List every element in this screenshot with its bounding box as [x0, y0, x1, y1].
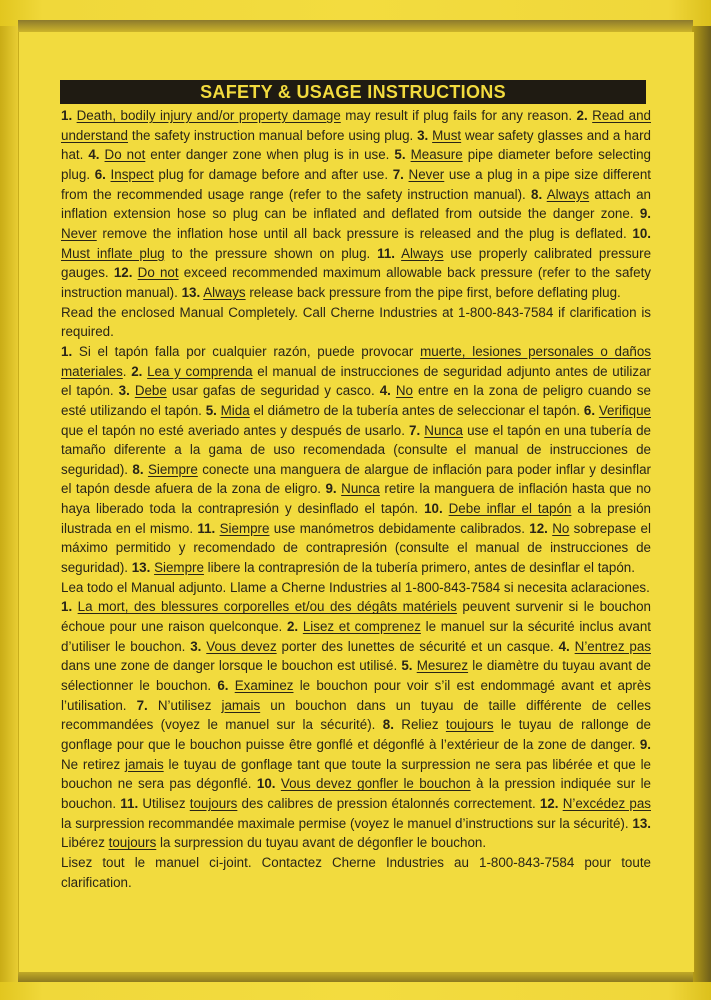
french-item-text: dans une zone de danger lorsque le bouchon est utilisé. — [61, 658, 402, 674]
spanish-item-emphasis: Verifique — [598, 402, 651, 418]
english-instructions — [61, 106, 651, 303]
english-item-emphasis: Always — [401, 245, 444, 261]
box-left-edge — [0, 26, 18, 982]
french-item-number: 12. — [539, 795, 559, 811]
english-item-text: pipe diameter before selecting plug. — [61, 147, 651, 182]
french-item-number: 5. — [401, 658, 413, 674]
english-item-number: 10. — [632, 225, 651, 241]
english-item-number: 7. — [392, 166, 404, 182]
spanish-item-emphasis: Siempre — [219, 520, 270, 536]
english-item-number: 9. — [639, 206, 651, 222]
english-item-emphasis: Inspect — [110, 166, 154, 182]
french-item-emphasis: La mort, des blessures corporelles et/ou des dégâts matériels — [77, 599, 457, 615]
french-item-text: le tuyau de gonflage tant que toute la surpression ne sera pas libérée et que le bouchon ne sera pas dégonflé. — [61, 756, 651, 792]
french-item-text: le manuel sur la sécurité inclus avant d’utiliser le bouchon. — [61, 619, 652, 654]
spanish-item-number: 11. — [197, 520, 216, 536]
french-item-number: 11. — [120, 795, 139, 811]
spanish-item-number: 9. — [325, 481, 337, 497]
english-item-emphasis: Must inflate plug — [61, 245, 165, 261]
spanish-item-text: entre en la zona de peligro cuando se esté utilizando el tapón. — [61, 383, 651, 418]
french-item-text: le bouchon pour voir s’il est endommagé avant et après l’utilisation. — [61, 678, 651, 713]
english-item-emphasis: Do not — [104, 147, 146, 163]
english-item-text: wear safety glasses and a hard hat. — [61, 127, 651, 163]
spanish-item-emphasis: Lea y comprenda — [147, 363, 253, 379]
english-item-text: release back pressure from the pipe first, before deflating plug. — [245, 284, 621, 300]
french-item-lead: Reliez — [393, 717, 446, 733]
spanish-item-number: 4. — [379, 383, 391, 399]
french-item-lead: N’utilisez — [147, 697, 222, 713]
spanish-item-text: el diámetro de la tubería antes de seleccionar el tapón. — [249, 402, 584, 418]
english-item-text: plug for damage before and after use. — [153, 166, 393, 182]
english-item-text: remove the inflation hose until all back pressure is released and the plug is deflated. — [96, 225, 633, 241]
english-item-emphasis: Never — [408, 166, 445, 182]
english-item-emphasis: Measure — [410, 147, 463, 163]
french-item-emphasis: Mesurez — [416, 658, 469, 674]
spanish-item-emphasis: No — [395, 383, 413, 399]
french-item-text: porter des lunettes de sécurité et un casque. — [276, 638, 559, 654]
english-item-text: exceed recommended maximum allowable back pressure (refer to the safety instruction manual). — [61, 265, 651, 300]
spanish-item-text: conecte una manguera de alargue de inflación para poder inflar y desinflar el tapón desde afuera de la zona de eligro. — [61, 461, 651, 497]
english-item-emphasis: Always — [546, 186, 590, 202]
spanish-item-text: que el tapón no esté averiado antes y después de usarlo. — [61, 422, 410, 438]
english-item-text: the safety instruction manual before using plug. — [128, 127, 418, 143]
spanish-item-text: retire la manguera de inflación hasta que no haya liberado toda la contrapresión y desinflado el tapón. — [61, 481, 652, 517]
french-item-emphasis: Vous devez — [206, 638, 277, 654]
spanish-item-emphasis: Siempre — [154, 560, 204, 576]
english-item-text: to the pressure shown on plug. — [164, 245, 378, 261]
english-item-number: 12. — [113, 265, 133, 281]
spanish-item-text: use manómetros debidamente calibrados. — [269, 520, 530, 536]
english-footer: Read the enclosed Manual Completely. Call Cherne Industries at 1-800-843-7584 if clarification is required. — [61, 304, 651, 340]
french-item-emphasis: N’excédez pas — [562, 795, 651, 811]
french-item-text: un bouchon dans un tuyau de taille différente de celles recommandées (voyez le manuel sur la sécurité). — [61, 697, 651, 733]
spanish-item-emphasis: No — [552, 520, 570, 536]
french-instructions — [61, 597, 651, 853]
english-item-number: 2. — [576, 108, 588, 123]
english-item-emphasis: Read and understand — [61, 108, 651, 143]
english-item-number: 3. — [417, 127, 429, 143]
english-item-number: 11. — [377, 245, 396, 261]
english-item-text: use a plug in a pipe size different from the recommended usage range (refer to the safety instruction manual). — [61, 166, 651, 202]
french-item-lead: Ne retirez — [61, 756, 125, 772]
spanish-item-emphasis: Nunca — [341, 481, 380, 497]
spanish-item-text: use el tapón en una tubería de tamaño diferente a la gama de uso recomendada (consulte el manual de instrucciones de seguridad). — [61, 422, 651, 477]
french-item-emphasis: jamais — [221, 697, 261, 713]
title-banner — [60, 80, 646, 104]
french-item-emphasis: N’entrez pas — [574, 638, 651, 654]
spanish-item-number: 2. — [131, 363, 143, 379]
french-item-emphasis: Lisez et comprenez — [302, 619, 421, 635]
french-item-number: 6. — [217, 678, 229, 694]
french-item-emphasis: toujours — [445, 717, 494, 733]
french-item-text: peuvent survenir si le bouchon échoue pour une raison quelconque. — [61, 599, 651, 635]
spanish-item-emphasis: Debe — [134, 383, 167, 399]
french-item-number: 7. — [136, 697, 148, 713]
spanish-item-emphasis: Siempre — [147, 461, 198, 477]
french-item-number: 8. — [382, 717, 394, 733]
french-item-number: 3. — [190, 638, 202, 654]
french-item-number: 10. — [256, 776, 276, 792]
english-item-emphasis: Always — [203, 284, 246, 300]
english-item-text: enter danger zone when plug is in use. — [145, 147, 395, 163]
page-title: SAFETY & USAGE INSTRUCTIONS — [200, 81, 506, 102]
french-item-emphasis: jamais — [124, 756, 164, 772]
french-item-number: 13. — [632, 815, 651, 831]
french-item-emphasis: Vous devez gonfler le bouchon — [280, 776, 471, 792]
english-item-number: 6. — [94, 166, 106, 182]
french-item-emphasis: Examinez — [234, 678, 294, 694]
spanish-item-number: 10. — [424, 501, 443, 517]
french-item-number: 1. — [61, 599, 73, 615]
french-item-text: le diamètre du tuyau avant de sélectionner le bouchon. — [61, 658, 651, 694]
english-item-number: 13. — [181, 284, 201, 300]
french-footer: Lisez tout le manuel ci-joint. Contactez Cherne Industries au 1-800-843-7584 pour toute clarification. — [61, 854, 651, 890]
french-item-text: des calibres de pression étalonnés correctement. — [237, 795, 540, 811]
french-item-text: la surpression recommandée maximale permise (voyez le manuel d’instructions sur la sécurité). — [61, 815, 633, 831]
spanish-item-text: sobrepase el máximo permitido y recomendado de contrapresión (consulte el manual de instrucciones de seguridad). — [61, 520, 651, 576]
english-item-emphasis: Never — [61, 225, 97, 241]
english-item-emphasis: Must — [432, 127, 462, 143]
french-item-lead: Utilisez — [138, 795, 190, 811]
english-item-emphasis: Do not — [137, 265, 179, 281]
french-item-number: 4. — [558, 638, 570, 654]
french-item-emphasis: toujours — [108, 835, 157, 851]
english-item-text: attach an inflation extension hose so plug can be inflated and deflated from outside the danger zone. — [61, 186, 651, 222]
french-item-lead: Libérez — [61, 835, 109, 851]
spanish-item-emphasis: Mida — [220, 402, 250, 418]
spanish-item-text: a la presión ilustrada en el mismo. — [61, 501, 651, 536]
spanish-item-number: 7. — [409, 422, 421, 438]
spanish-item-text: el manual de instrucciones de seguridad adjunto antes de utilizar el tapón. — [61, 363, 651, 399]
spanish-item-emphasis: Nunca — [424, 422, 463, 438]
english-item-number: 4. — [88, 147, 100, 163]
spanish-item-number: 3. — [118, 383, 130, 399]
spanish-footer: Lea todo el Manual adjunto. Llame a Cherne Industries al 1-800-843-7584 si necesita aclaraciones. — [61, 579, 650, 595]
french-item-number: 9. — [639, 737, 651, 752]
french-item-text: la surpression du tuyau avant de dégonfler le bouchon. — [156, 835, 487, 851]
french-item-number: 2. — [286, 619, 299, 635]
spanish-instructions — [61, 342, 651, 578]
spanish-item-emphasis: Debe inflar el tapón — [448, 501, 572, 517]
spanish-item-number: 1. — [61, 343, 73, 359]
spanish-item-lead: Si el tapón falla por cualquier razón, puede provocar — [72, 343, 421, 359]
english-item-number: 5. — [394, 147, 406, 163]
instructions-body — [61, 106, 651, 892]
english-item-emphasis: Death, bodily injury and/or property damage — [76, 108, 341, 123]
spanish-item-number: 5. — [205, 402, 217, 418]
spanish-item-text: libere la contrapresión de la tubería primero, antes de desinflar el tapón. — [203, 560, 635, 576]
spanish-item-text: . — [122, 363, 132, 379]
spanish-item-emphasis: muerte, lesiones personales o daños materiales — [61, 343, 651, 379]
spanish-item-number: 13. — [131, 560, 151, 576]
french-item-text: le tuyau de rallonge de gonflage pour que le bouchon puisse être gonflé et dégonflé à l’extérieur de la zone de danger. — [61, 717, 652, 752]
english-item-number: 8. — [531, 186, 543, 202]
french-item-emphasis: toujours — [189, 795, 238, 811]
english-item-text: may result if plug fails for any reason. — [340, 108, 577, 123]
spanish-item-number: 12. — [529, 520, 548, 536]
spanish-item-number: 8. — [132, 461, 144, 477]
english-item-text: use properly calibrated pressure gauges. — [61, 245, 652, 281]
spanish-item-number: 6. — [583, 402, 596, 418]
spanish-item-text: usar gafas de seguridad y casco. — [166, 383, 380, 399]
french-item-text: à la pression indiquée sur le bouchon. — [61, 776, 651, 811]
english-item-number: 1. — [61, 108, 73, 123]
